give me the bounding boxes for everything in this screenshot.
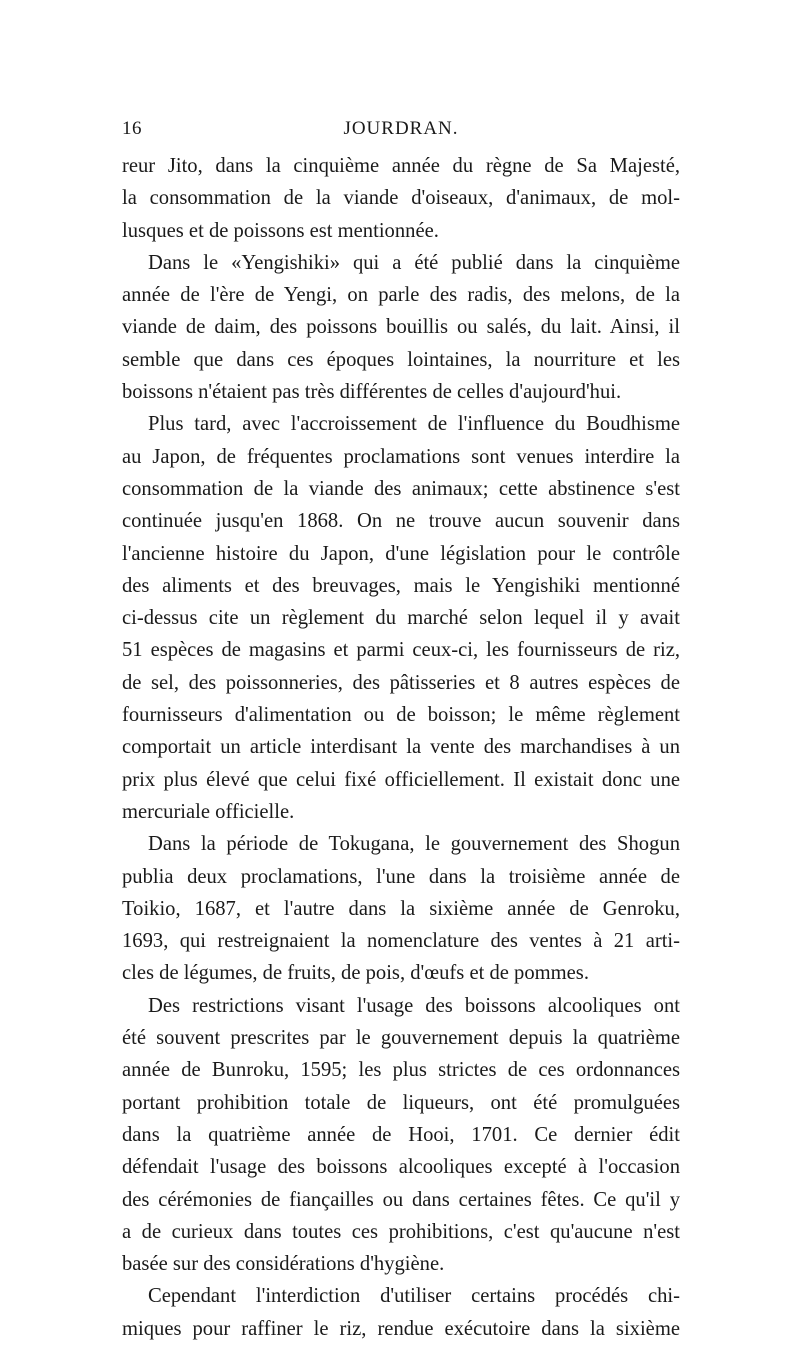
page-header (122, 118, 680, 144)
text-line: consommation de la viande des animaux; cette abstinence s'est (122, 477, 680, 500)
text-line: 1693, qui restreignaient la nomenclature des ventes à 21 arti- (122, 930, 680, 953)
text-line: dans la quatrième année de Hooi, 1701. Ce dernier édit (122, 1123, 680, 1146)
text-line: publia deux proclamations, l'une dans la troisième année de (122, 865, 680, 888)
running-title: JOURDRAN. (343, 118, 459, 139)
text-line: fournisseurs d'alimentation ou de boisson; le même règlement (122, 704, 680, 727)
text-line: Toikio, 1687, et l'autre dans la sixième année de Genroku, (122, 897, 680, 920)
text-line: cles de légumes, de fruits, de pois, d'œufs et de pommes. (122, 962, 589, 985)
text-line: l'ancienne histoire du Japon, d'une législation pour le contrôle (122, 542, 680, 565)
text-line: Plus tard, avec l'accroissement de l'influence du Boudhisme (148, 413, 680, 436)
text-line: miques pour raffiner le riz, rendue exécutoire dans la sixième (122, 1317, 680, 1340)
text-line: prix plus élevé que celui fixé officiellement. Il existait donc une (122, 768, 680, 791)
text-line: Dans le «Yengishiki» qui a été publié dans la cinquième (148, 251, 680, 274)
body-text (122, 150, 680, 1345)
text-line: Des restrictions visant l'usage des boissons alcooliques ont (148, 994, 680, 1017)
text-line: des aliments et des breuvages, mais le Yengishiki mentionné (122, 574, 680, 597)
text-line: année de Bunroku, 1595; les plus strictes de ces ordonnances (122, 1059, 680, 1082)
text-line: mercuriale officielle. (122, 800, 295, 823)
text-line: des cérémonies de fiançailles ou dans certaines fêtes. Ce qu'il y (122, 1188, 680, 1211)
text-line: la consommation de la viande d'oiseaux, d'animaux, de mol- (122, 187, 680, 210)
text-line: a de curieux dans toutes ces prohibitions, c'est qu'aucune n'est (122, 1220, 680, 1243)
text-line: Cependant l'interdiction d'utiliser certains procédés chi- (148, 1285, 680, 1308)
text-line: Dans la période de Tokugana, le gouvernement des Shogun (148, 833, 680, 856)
text-line: ci-dessus cite un règlement du marché selon lequel il y avait (122, 607, 680, 630)
text-line: été souvent prescrites par le gouvernement depuis la quatrième (122, 1027, 680, 1050)
text-line: portant prohibition totale de liqueurs, ont été promulguées (122, 1091, 680, 1114)
text-line: boissons n'étaient pas très différentes de celles d'aujourd'hui. (122, 381, 622, 404)
text-line: basée sur des considérations d'hygiène. (122, 1253, 445, 1276)
text-line: année de l'ère de Yengi, on parle des radis, des melons, de la (122, 284, 680, 307)
page-number: 16 (122, 118, 142, 139)
text-line: lusques et de poissons est mentionnée. (122, 219, 439, 242)
text-line: viande de daim, des poissons bouillis ou salés, du lait. Ainsi, il (122, 316, 680, 339)
text-line: de sel, des poissonneries, des pâtisseries et 8 autres espèces de (122, 671, 680, 694)
text-line: défendait l'usage des boissons alcooliques excepté à l'occasion (122, 1156, 680, 1179)
text-line: au Japon, de fréquentes proclamations sont venues interdire la (122, 445, 680, 468)
text-line: reur Jito, dans la cinquième année du règne de Sa Majesté, (122, 155, 680, 177)
text-line: comportait un article interdisant la vente des marchandises à un (122, 736, 680, 759)
text-line: 51 espèces de magasins et parmi ceux-ci, les fournisseurs de riz, (122, 639, 680, 662)
text-line: continuée jusqu'en 1868. On ne trouve aucun souvenir dans (122, 510, 680, 533)
text-line: semble que dans ces époques lointaines, la nourriture et les (122, 348, 680, 371)
